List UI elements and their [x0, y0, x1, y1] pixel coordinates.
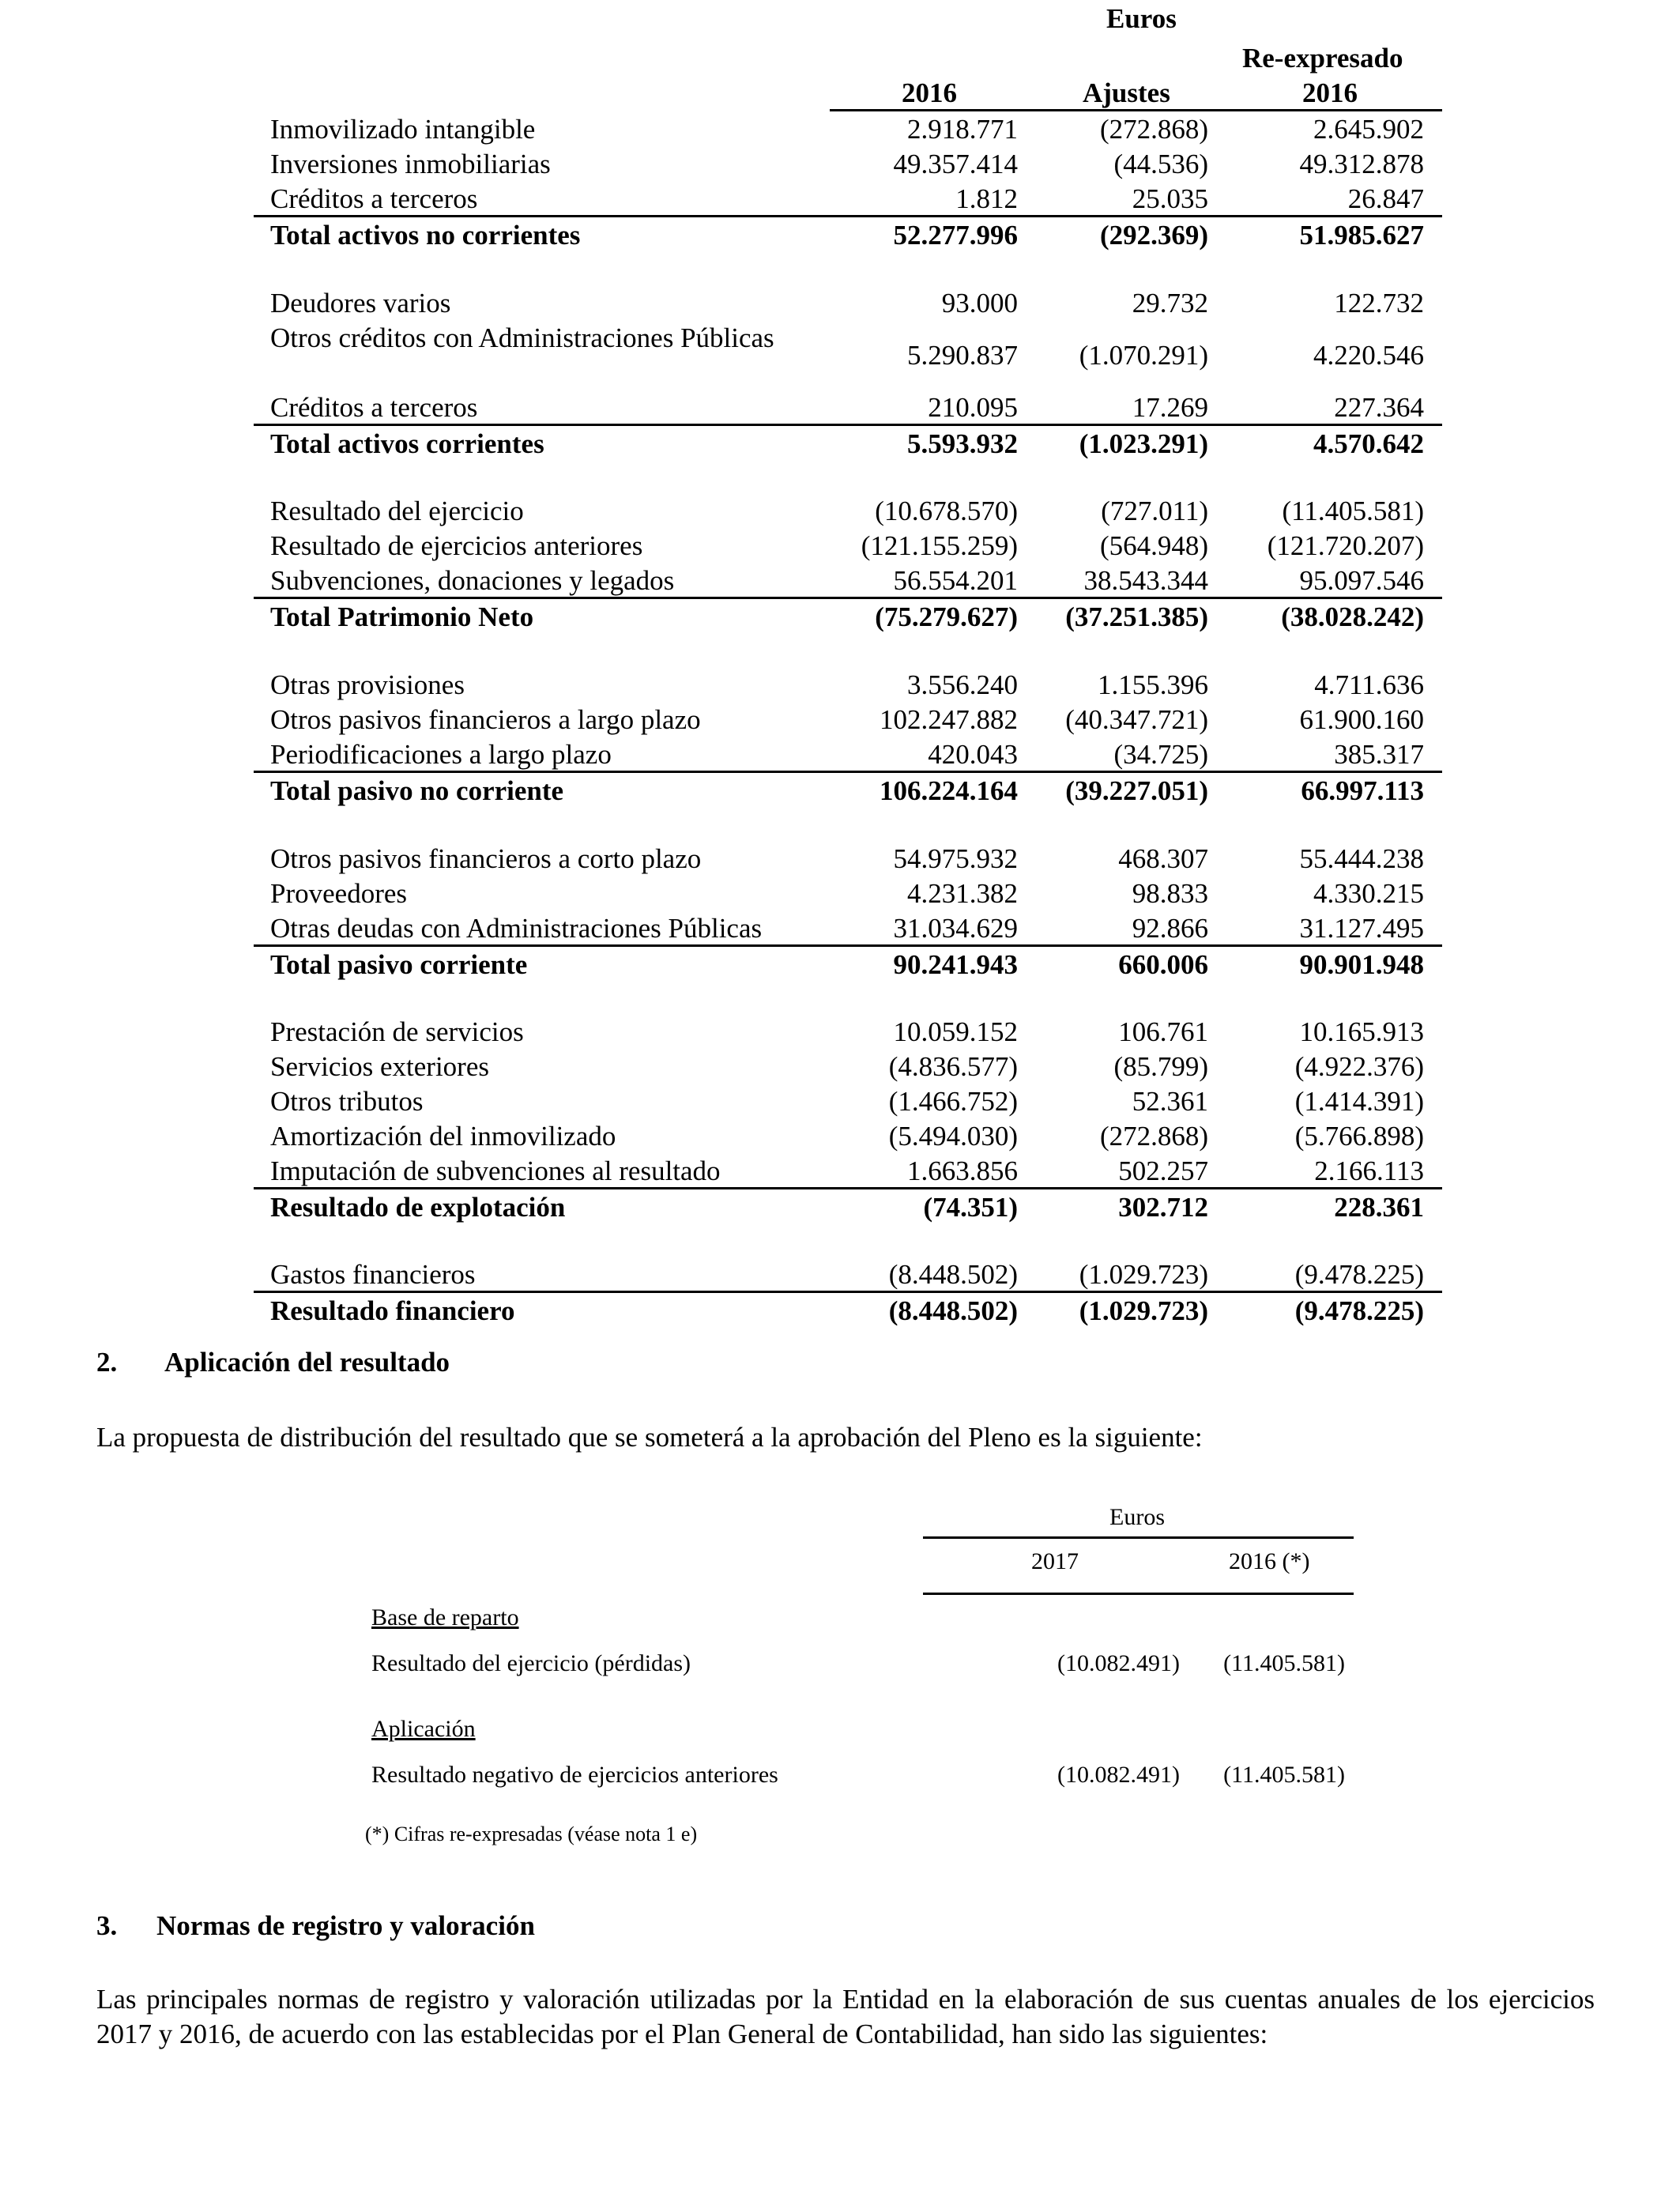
- value-ajustes: (37.251.385): [1065, 601, 1208, 632]
- value-ajustes: 98.833: [1132, 878, 1208, 909]
- row-label: Resultado financiero: [270, 1295, 515, 1326]
- distribution-row-label: Resultado del ejercicio (pérdidas): [371, 1650, 691, 1676]
- subtotal-rule: [254, 1187, 1442, 1189]
- value-2016: 210.095: [928, 392, 1018, 423]
- row-label: Periodificaciones a largo plazo: [270, 739, 612, 770]
- table-group-header: Euros: [1106, 3, 1177, 34]
- value-ajustes: (272.868): [1099, 1121, 1208, 1152]
- value-2016: 1.812: [955, 183, 1018, 214]
- section-2-intro: La propuesta de distribución del resultado que se someterá a la aprobación del Pleno es la siguiente:: [96, 1422, 1203, 1453]
- table-row-total: [0, 427, 1680, 462]
- value-2016: 31.034.629: [893, 913, 1018, 944]
- section-3-title: Normas de registro y valoración: [156, 1910, 535, 1941]
- column-header-reexpresado-line1: Re-expresado: [1242, 43, 1403, 74]
- table-row: [0, 668, 1680, 703]
- subtotal-rule: [254, 944, 1442, 947]
- subtotal-rule: [254, 771, 1442, 773]
- value-2016: 93.000: [941, 288, 1018, 319]
- value-2016: 10.059.152: [893, 1016, 1018, 1047]
- value-reexpresado: 61.900.160: [1299, 704, 1424, 735]
- row-label: Deudores varios: [270, 288, 451, 319]
- table-row-total: [0, 774, 1680, 809]
- table-row: [0, 737, 1680, 772]
- table-row: [0, 564, 1680, 598]
- subtotal-rule: [254, 215, 1442, 217]
- value-ajustes: (727.011): [1101, 496, 1208, 526]
- row-label: Créditos a terceros: [270, 392, 478, 423]
- value-reexpresado: 55.444.238: [1299, 843, 1424, 874]
- value-ajustes: 38.543.344: [1083, 565, 1208, 596]
- row-label: Total activos no corrientes: [270, 220, 581, 251]
- table-row: [0, 911, 1680, 946]
- value-ajustes: (40.347.721): [1065, 704, 1208, 735]
- table-row-total: [0, 600, 1680, 635]
- table-row-total: [0, 1190, 1680, 1225]
- value-ajustes: (34.725): [1113, 739, 1208, 770]
- value-reexpresado: 10.165.913: [1299, 1016, 1424, 1047]
- value-reexpresado: 4.711.636: [1314, 669, 1424, 700]
- value-ajustes: (44.536): [1113, 149, 1208, 179]
- row-label: Otras deudas con Administraciones Públicas: [270, 913, 763, 944]
- value-2016: 2.918.771: [907, 114, 1018, 145]
- section-2-title: Aplicación del resultado: [164, 1347, 450, 1378]
- table-row: [0, 842, 1680, 876]
- value-reexpresado: (11.405.581): [1282, 496, 1424, 526]
- distribution-column-2016: 2016 (*): [1229, 1548, 1310, 1574]
- row-label: Otros pasivos financieros a largo plazo: [270, 704, 701, 735]
- value-2016: (8.448.502): [888, 1259, 1018, 1290]
- row-label: Créditos a terceros: [270, 183, 478, 214]
- row-label: Resultado de ejercicios anteriores: [270, 530, 643, 561]
- value-reexpresado: (5.766.898): [1294, 1121, 1424, 1152]
- table-row: [0, 1154, 1680, 1189]
- row-label: Total Patrimonio Neto: [270, 601, 534, 632]
- row-label: Imputación de subvenciones al resultado: [270, 1155, 721, 1186]
- table-row: [0, 147, 1680, 182]
- value-ajustes: 660.006: [1118, 949, 1208, 980]
- distribution-value-2016: (11.405.581): [1223, 1650, 1345, 1676]
- subtotal-rule: [254, 424, 1442, 426]
- row-label: Total pasivo no corriente: [270, 775, 564, 806]
- subtotal-rule: [254, 597, 1442, 599]
- value-2016: (5.494.030): [888, 1121, 1018, 1152]
- value-ajustes: (292.369): [1099, 220, 1208, 251]
- value-reexpresado: 51.985.627: [1299, 220, 1424, 251]
- row-label: Resultado de explotación: [270, 1192, 566, 1223]
- value-2016: (10.678.570): [875, 496, 1018, 526]
- value-ajustes: 502.257: [1118, 1155, 1208, 1186]
- value-2016: (8.448.502): [888, 1295, 1018, 1326]
- value-reexpresado: (4.922.376): [1294, 1051, 1424, 1082]
- row-label: Total pasivo corriente: [270, 949, 528, 980]
- row-label: Prestación de servicios: [270, 1016, 524, 1047]
- table-row-total: [0, 1294, 1680, 1329]
- distribution-value-2017: (10.082.491): [1057, 1650, 1180, 1676]
- value-ajustes: 106.761: [1118, 1016, 1208, 1047]
- value-2016: 5.593.932: [907, 428, 1018, 459]
- value-2016: 49.357.414: [893, 149, 1018, 179]
- value-ajustes: 1.155.396: [1098, 669, 1208, 700]
- value-reexpresado: (9.478.225): [1294, 1295, 1424, 1326]
- value-2016: 420.043: [928, 739, 1018, 770]
- value-2016: 52.277.996: [893, 220, 1018, 251]
- table-row: [0, 876, 1680, 911]
- distribution-group-header: Euros: [1109, 1504, 1165, 1530]
- distribution-header-rule-top: [923, 1536, 1354, 1539]
- value-reexpresado: 4.570.642: [1313, 428, 1424, 459]
- value-reexpresado: 2.645.902: [1313, 114, 1424, 145]
- table-row: [0, 182, 1680, 217]
- value-2016: (121.155.259): [861, 530, 1018, 561]
- table-row-total: [0, 948, 1680, 982]
- value-2016: (74.351): [923, 1192, 1018, 1223]
- value-reexpresado: 4.220.546: [1313, 340, 1424, 371]
- value-ajustes: 468.307: [1118, 843, 1208, 874]
- row-label: Gastos financieros: [270, 1259, 476, 1290]
- value-ajustes: (39.227.051): [1065, 775, 1208, 806]
- value-reexpresado: 385.317: [1334, 739, 1424, 770]
- value-2016: 4.231.382: [907, 878, 1018, 909]
- distribution-row-label: Resultado negativo de ejercicios anteriores: [371, 1762, 778, 1788]
- column-header-ajustes: Ajustes: [1083, 77, 1170, 108]
- table-row: [0, 390, 1680, 425]
- distribution-value-2017: (10.082.491): [1057, 1762, 1180, 1788]
- table-row: [0, 703, 1680, 737]
- section-3-body: Las principales normas de registro y valoración utilizadas por la Entidad en la elaboración de sus cuentas anuales de los ejercicios 2017 y 2016, de acuerdo con las establecidas por el Plan General de Contabilidad, han sido las siguientes:: [96, 1984, 1595, 2049]
- value-ajustes: (272.868): [1099, 114, 1208, 145]
- value-ajustes: 17.269: [1132, 392, 1208, 423]
- value-reexpresado: 90.901.948: [1299, 949, 1424, 980]
- value-ajustes: (1.070.291): [1079, 340, 1208, 371]
- value-reexpresado: 227.364: [1334, 392, 1424, 423]
- value-reexpresado: (121.720.207): [1267, 530, 1424, 561]
- value-ajustes: (1.023.291): [1079, 428, 1208, 459]
- distribution-header-rule-bottom: [923, 1593, 1354, 1595]
- row-label: Otros créditos con Administraciones Públicas: [270, 322, 774, 353]
- row-label: Otros pasivos financieros a corto plazo: [270, 843, 702, 874]
- value-reexpresado: 2.166.113: [1314, 1155, 1424, 1186]
- table-row: [0, 1084, 1680, 1119]
- value-reexpresado: (38.028.242): [1281, 601, 1424, 632]
- group-heading-base-de-reparto: Base de reparto: [371, 1604, 519, 1630]
- table-row: [0, 1119, 1680, 1154]
- value-ajustes: 302.712: [1118, 1192, 1208, 1223]
- distribution-footnote: (*) Cifras re-expresadas (véase nota 1 e): [365, 1823, 698, 1845]
- value-reexpresado: 4.330.215: [1313, 878, 1424, 909]
- value-ajustes: 25.035: [1132, 183, 1208, 214]
- table-row: [0, 112, 1680, 147]
- value-2016: 56.554.201: [893, 565, 1018, 596]
- value-2016: 90.241.943: [893, 949, 1018, 980]
- value-2016: (75.279.627): [875, 601, 1018, 632]
- table-row: [0, 494, 1680, 529]
- row-label: Resultado del ejercicio: [270, 496, 524, 526]
- value-reexpresado: 95.097.546: [1299, 565, 1424, 596]
- value-2016: 102.247.882: [880, 704, 1018, 735]
- row-label: Amortización del inmovilizado: [270, 1121, 616, 1152]
- value-2016: 106.224.164: [880, 775, 1018, 806]
- column-header-2016: 2016: [902, 77, 957, 108]
- value-reexpresado: 122.732: [1334, 288, 1424, 319]
- column-header-reexpresado-2016: 2016: [1302, 77, 1358, 108]
- table-row: [0, 286, 1680, 321]
- value-reexpresado: 49.312.878: [1299, 149, 1424, 179]
- row-label: Subvenciones, donaciones y legados: [270, 565, 675, 596]
- value-2016: (1.466.752): [888, 1086, 1018, 1117]
- subtotal-rule: [254, 1291, 1442, 1293]
- row-label: Otras provisiones: [270, 669, 465, 700]
- row-label: Inversiones inmobiliarias: [270, 149, 551, 179]
- row-label: Proveedores: [270, 878, 408, 909]
- value-2016: 3.556.240: [907, 669, 1018, 700]
- value-2016: 5.290.837: [907, 340, 1018, 371]
- row-label: Inmovilizado intangible: [270, 114, 536, 145]
- value-reexpresado: 31.127.495: [1299, 913, 1424, 944]
- value-ajustes: (85.799): [1113, 1051, 1208, 1082]
- value-ajustes: (1.029.723): [1079, 1295, 1208, 1326]
- value-2016: (4.836.577): [888, 1051, 1018, 1082]
- distribution-value-2016: (11.405.581): [1223, 1762, 1345, 1788]
- row-label: Otros tributos: [270, 1086, 424, 1117]
- value-2016: 1.663.856: [907, 1155, 1018, 1186]
- table-row: [0, 321, 1680, 390]
- table-row: [0, 1015, 1680, 1050]
- value-reexpresado: 66.997.113: [1301, 775, 1424, 806]
- value-ajustes: (1.029.723): [1079, 1259, 1208, 1290]
- value-ajustes: 52.361: [1132, 1086, 1208, 1117]
- value-reexpresado: 228.361: [1334, 1192, 1424, 1223]
- distribution-column-2017: 2017: [1031, 1548, 1079, 1574]
- table-row: [0, 1257, 1680, 1292]
- value-ajustes: 92.866: [1132, 913, 1208, 944]
- table-row: [0, 1050, 1680, 1084]
- group-heading-aplicacion: Aplicación: [371, 1716, 476, 1742]
- table-row-total: [0, 218, 1680, 253]
- section-3-number: 3.: [96, 1910, 118, 1941]
- value-ajustes: (564.948): [1099, 530, 1208, 561]
- header-rule: [830, 109, 1442, 111]
- value-ajustes: 29.732: [1132, 288, 1208, 319]
- value-reexpresado: 26.847: [1347, 183, 1424, 214]
- value-2016: 54.975.932: [893, 843, 1018, 874]
- value-reexpresado: (1.414.391): [1294, 1086, 1424, 1117]
- value-reexpresado: (9.478.225): [1294, 1259, 1424, 1290]
- table-row: [0, 529, 1680, 564]
- row-label: Total activos corrientes: [270, 428, 544, 459]
- row-label: Servicios exteriores: [270, 1051, 489, 1082]
- section-2-number: 2.: [96, 1347, 118, 1378]
